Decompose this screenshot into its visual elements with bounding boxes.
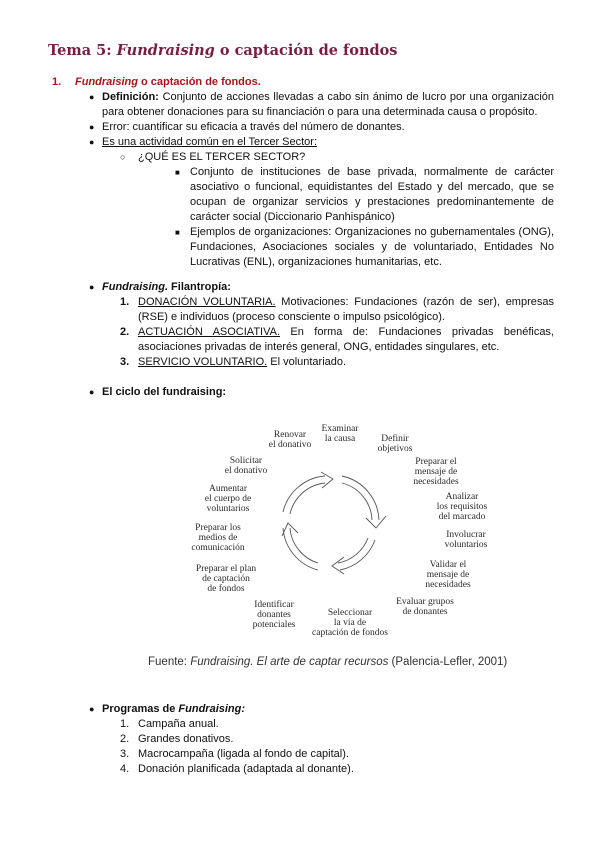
list-item-underlined: ACTUACIÓN ASOCIATIVA.	[138, 326, 281, 338]
list-item-text: En forma de: Fundaciones privadas benéficas, asociaciones privadas de interés general, ONG, entidades singulares, etc.	[138, 326, 554, 353]
list-number: 3.	[120, 748, 130, 760]
cycle-label-aumentar: Aumentar el cuerpo de voluntarios	[204, 484, 252, 514]
definition-paragraph	[89, 90, 554, 120]
fundraising-cycle-diagram	[0, 400, 554, 655]
examples-row	[175, 225, 554, 270]
list-number: 1.	[120, 718, 130, 730]
programa-row	[120, 717, 554, 732]
definition-label: Definición:	[102, 91, 159, 103]
cycle-label-medios: Preparar los medios de comunicación	[191, 523, 245, 553]
definition-text: Conjunto de acciones llevadas a cabo sin ánimo de lucro por una organización para obtener donaciones para su financiación o para una determinada causa o propósito.	[102, 91, 554, 118]
programas-italic: Fundraising:	[178, 703, 246, 715]
programas-label: Programas de	[102, 703, 179, 715]
circle-bullet-icon: ○	[120, 152, 126, 162]
section-number: 1.	[52, 76, 62, 88]
list-number: 2.	[120, 733, 130, 745]
list-item-underlined: SERVICIO VOLUNTARIO.	[138, 356, 268, 368]
programa-item: Donación planificada (adaptada al donante).	[138, 763, 354, 775]
page-title	[48, 42, 554, 60]
bullet-icon: ●	[89, 92, 95, 102]
cycle-label-analizar: Analizar los requisitos del marcado	[436, 492, 488, 522]
error-row	[89, 120, 554, 135]
arrow-bottom-left	[290, 528, 318, 563]
programas-heading	[89, 702, 554, 717]
list-item	[120, 295, 554, 325]
list-item-underlined: DONACIÓN VOLUNTARIA.	[138, 296, 276, 308]
tercer-sector-row	[89, 135, 554, 150]
definition-tercer-sector: Conjunto de instituciones de base privada, normalmente de carácter asociativo o funcional, equidistantes del Estado y del mercado, que se ocupan de organizar servicios y prestaciones predominantemente de carácter social (Diccionario Panhispánico)	[190, 166, 554, 223]
bullet-icon: ●	[89, 387, 95, 397]
tercer-sector-text: Es una actividad común en el Tercer Sector:	[102, 136, 318, 148]
filantropia-heading	[89, 280, 554, 295]
section-heading-rest: o captación de fondos.	[137, 76, 261, 88]
section-heading-italic: Fundraising	[75, 76, 138, 88]
bullet-icon: ●	[89, 282, 95, 292]
cycle-label-involucrar: Involucrar voluntarios	[444, 530, 488, 550]
list-item	[120, 325, 554, 355]
list-number: 1.	[120, 296, 130, 308]
source-prefix: Fuente:	[148, 656, 191, 668]
list-item-text: Motivaciones: Fundaciones (razón de ser), empresas (RSE) e individuos (proceso consciente o impulso psicológico).	[138, 296, 554, 323]
list-number: 4.	[120, 763, 130, 775]
title-prefix: Tema 5:	[48, 42, 117, 59]
cycle-label-mensaje: Preparar el mensaje de necesidades	[413, 457, 459, 487]
programa-item: Grandes donativos.	[138, 733, 234, 745]
diagram-source-caption	[148, 655, 554, 670]
cycle-label-seleccionar: Seleccionar la vía de captación de fondos	[312, 608, 388, 638]
cycle-label-identificar: Identificar donantes potenciales	[252, 600, 296, 630]
title-italic: Fundraising	[116, 42, 215, 59]
programa-row	[120, 762, 554, 777]
cycle-label-solicitar: Solicitar el donativo	[224, 456, 268, 476]
cycle-label-definir: Definir objetivos	[377, 434, 413, 454]
list-number: 3.	[120, 356, 130, 368]
examples-text: Ejemplos de organizaciones: Organizaciones no gubernamentales (ONG), Fundaciones, Asociaciones sociales y de voluntariado, Entidades No Lucrativas (ENL), organizaciones humanitarias, etc.	[190, 226, 554, 268]
arrow-top-left	[290, 483, 325, 514]
bullet-icon: ●	[89, 122, 95, 132]
source-suffix: (Palencia-Lefler, 2001)	[388, 656, 508, 668]
list-number: 2.	[120, 326, 130, 338]
que-es-row	[120, 150, 554, 165]
error-text: Error: cuantificar su eficacia a través del número de donantes.	[102, 121, 405, 133]
filantropia-italic: Fundraising.	[102, 281, 168, 293]
programa-item: Campaña anual.	[138, 718, 219, 730]
list-item-text: El voluntariado.	[267, 356, 347, 368]
cycle-label-examinar: Examinar la causa	[321, 424, 359, 444]
cycle-label-validar: Validar el mensaje de necesidades	[425, 560, 471, 590]
ciclo-heading-text: El ciclo del fundraising:	[102, 386, 227, 398]
bullet-icon: ●	[89, 704, 95, 714]
programa-row	[120, 747, 554, 762]
programa-item: Macrocampaña (ligada al fondo de capital).	[138, 748, 349, 760]
filantropia-rest: Filantropía:	[168, 281, 231, 293]
square-bullet-icon: ■	[175, 228, 180, 237]
arrow-top-right	[342, 483, 372, 520]
cycle-label-renovar: Renovar el donativo	[268, 430, 312, 450]
title-suffix: o captación de fondos	[214, 42, 398, 59]
ciclo-heading	[89, 385, 554, 400]
source-title: Fundraising. El arte de captar recursos	[190, 656, 389, 668]
que-es-text: ¿QUÉ ES EL TERCER SECTOR?	[138, 151, 306, 163]
square-bullet-icon: ■	[175, 168, 180, 177]
definition-tercer-sector-row	[175, 165, 554, 225]
bullet-icon: ●	[89, 137, 95, 147]
cycle-label-plan: Preparar el plan de captación de fondos	[195, 564, 257, 594]
list-item	[120, 355, 554, 370]
section-heading	[52, 75, 554, 90]
arrow-bottom-right	[338, 538, 368, 563]
programa-row	[120, 732, 554, 747]
cycle-label-evaluar: Evaluar grupos de donantes	[396, 597, 454, 617]
